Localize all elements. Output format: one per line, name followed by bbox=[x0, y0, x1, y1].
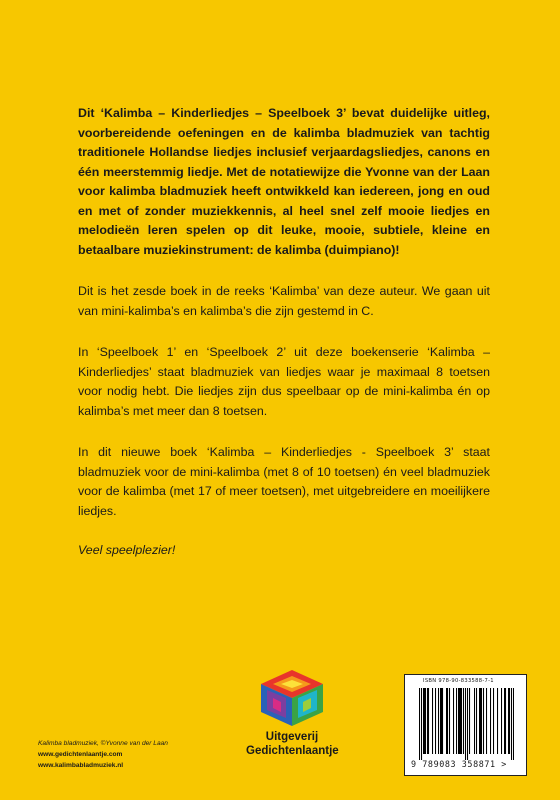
barcode-bar bbox=[442, 688, 443, 754]
barcode-bar bbox=[427, 688, 428, 754]
barcode-bar bbox=[458, 688, 459, 754]
barcode-bar bbox=[476, 688, 477, 754]
barcode-bar bbox=[481, 688, 482, 754]
barcode-bar bbox=[480, 688, 481, 754]
barcode-bar bbox=[490, 688, 491, 754]
website-link-gedichtenlaantje[interactable]: www.gedichtenlaantje.com bbox=[38, 751, 123, 758]
barcode-bar bbox=[423, 688, 424, 754]
barcode-bar bbox=[497, 688, 498, 754]
barcode-bar bbox=[465, 688, 466, 760]
barcode-bar bbox=[493, 688, 494, 754]
barcode-bar bbox=[456, 688, 457, 754]
barcode-bars bbox=[419, 688, 514, 760]
barcode-bar bbox=[419, 688, 420, 760]
back-cover-text bbox=[78, 104, 490, 557]
barcode-bar bbox=[504, 688, 505, 754]
website-link-kalimbabladmuziek[interactable]: www.kalimbabladmuziek.nl bbox=[38, 762, 124, 769]
barcode-bar bbox=[461, 688, 462, 754]
barcode-bar bbox=[483, 688, 484, 754]
barcode-bar bbox=[459, 688, 460, 754]
barcode-digits: 9 789083 358871 > bbox=[411, 759, 507, 769]
barcode-bar bbox=[421, 688, 422, 760]
barcode-bar bbox=[447, 688, 448, 754]
barcode-bar bbox=[509, 688, 510, 754]
barcode-bar bbox=[511, 688, 512, 760]
publisher-logo-icon bbox=[261, 670, 323, 726]
publisher-name-line2: Gedichtenlaantje bbox=[246, 745, 339, 757]
barcode-bar bbox=[438, 688, 439, 754]
isbn-label: ISBN 978-90-833588-7-1 bbox=[423, 678, 494, 684]
barcode-bar bbox=[486, 688, 487, 754]
barcode-bar bbox=[513, 688, 514, 760]
barcode-bar bbox=[453, 688, 454, 754]
barcode-bar bbox=[428, 688, 429, 754]
barcode-bar bbox=[440, 688, 441, 754]
publisher-name-line1: Uitgeverij bbox=[265, 731, 319, 743]
barcode-bar bbox=[467, 688, 468, 760]
barcode-bar bbox=[449, 688, 450, 754]
barcode-bar bbox=[505, 688, 506, 754]
barcode-bar bbox=[435, 688, 436, 754]
barcode-bar bbox=[508, 688, 509, 754]
barcode-bar bbox=[501, 688, 502, 754]
paragraph-speelboek-3: In dit nieuwe boek ‘Kalimba – Kinderliedjes - Speelboek 3’ staat bladmuziek voor de mini-kalimba (met 8 of 10 toetsen) én veel bladmuziek voor de kalimba (met 17 of meer toetsen), met uitgebreidere en moeilijkere liedjes. bbox=[78, 445, 490, 518]
closing-line: Veel speelplezier! bbox=[78, 543, 176, 557]
intro-paragraph: Dit ‘Kalimba – Kinderliedjes – Speelboek 3’ bevat duidelijke uitleg, voorbereidende oefeningen en de kalimba bladmuziek van tachtig traditionele Hollandse liedjes inclusief verjaardagsliedjes, canons en één meerstemmig liedje. Met de notatiewijze die Yvonne van der Laan voor kalimba bladmuziek heeft ontwikkeld kan iedereen, jong en oud en met of zonder muziekkennis, al heel snel zelf mooie liedjes en melodieën leren spelen op dit leuke, mooie, subtiele, kleine en betaalbare muziekinstrument: de kalimba (duimpiano)! bbox=[78, 106, 490, 257]
publisher-name bbox=[246, 730, 338, 758]
barcode-bar bbox=[441, 688, 442, 754]
isbn-barcode bbox=[404, 674, 527, 776]
barcode-bar bbox=[469, 688, 470, 754]
barcode-bar bbox=[460, 688, 461, 754]
barcode-bar bbox=[463, 688, 464, 754]
credits bbox=[38, 738, 168, 771]
barcode-bar bbox=[432, 688, 433, 754]
paragraph-series: Dit is het zesde boek in de reeks ‘Kalimba’ van deze auteur. We gaan uit van mini-kalimba’s en kalimba’s die zijn gestemd in C. bbox=[78, 284, 490, 318]
barcode-bar bbox=[425, 688, 426, 754]
barcode-bar bbox=[446, 688, 447, 754]
paragraph-speelboek-1-2: In ‘Speelboek 1’ en ‘Speelboek 2’ uit deze boekenserie ‘Kalimba – Kinderliedjes’ staat bladmuziek van liedjes waar je maximaal 8 toetsen voor nodig hebt. Die liedjes zijn dus speelbaar op de mini-kalimba én op kalimba’s met meer dan 8 toetsen. bbox=[78, 345, 490, 418]
barcode-bar bbox=[424, 688, 425, 754]
barcode-bar bbox=[479, 688, 480, 754]
barcode-bar bbox=[474, 688, 475, 754]
copyright-line: Kalimba bladmuziek, ©Yvonne van der Laan bbox=[38, 740, 168, 747]
publisher-logo bbox=[246, 670, 338, 758]
